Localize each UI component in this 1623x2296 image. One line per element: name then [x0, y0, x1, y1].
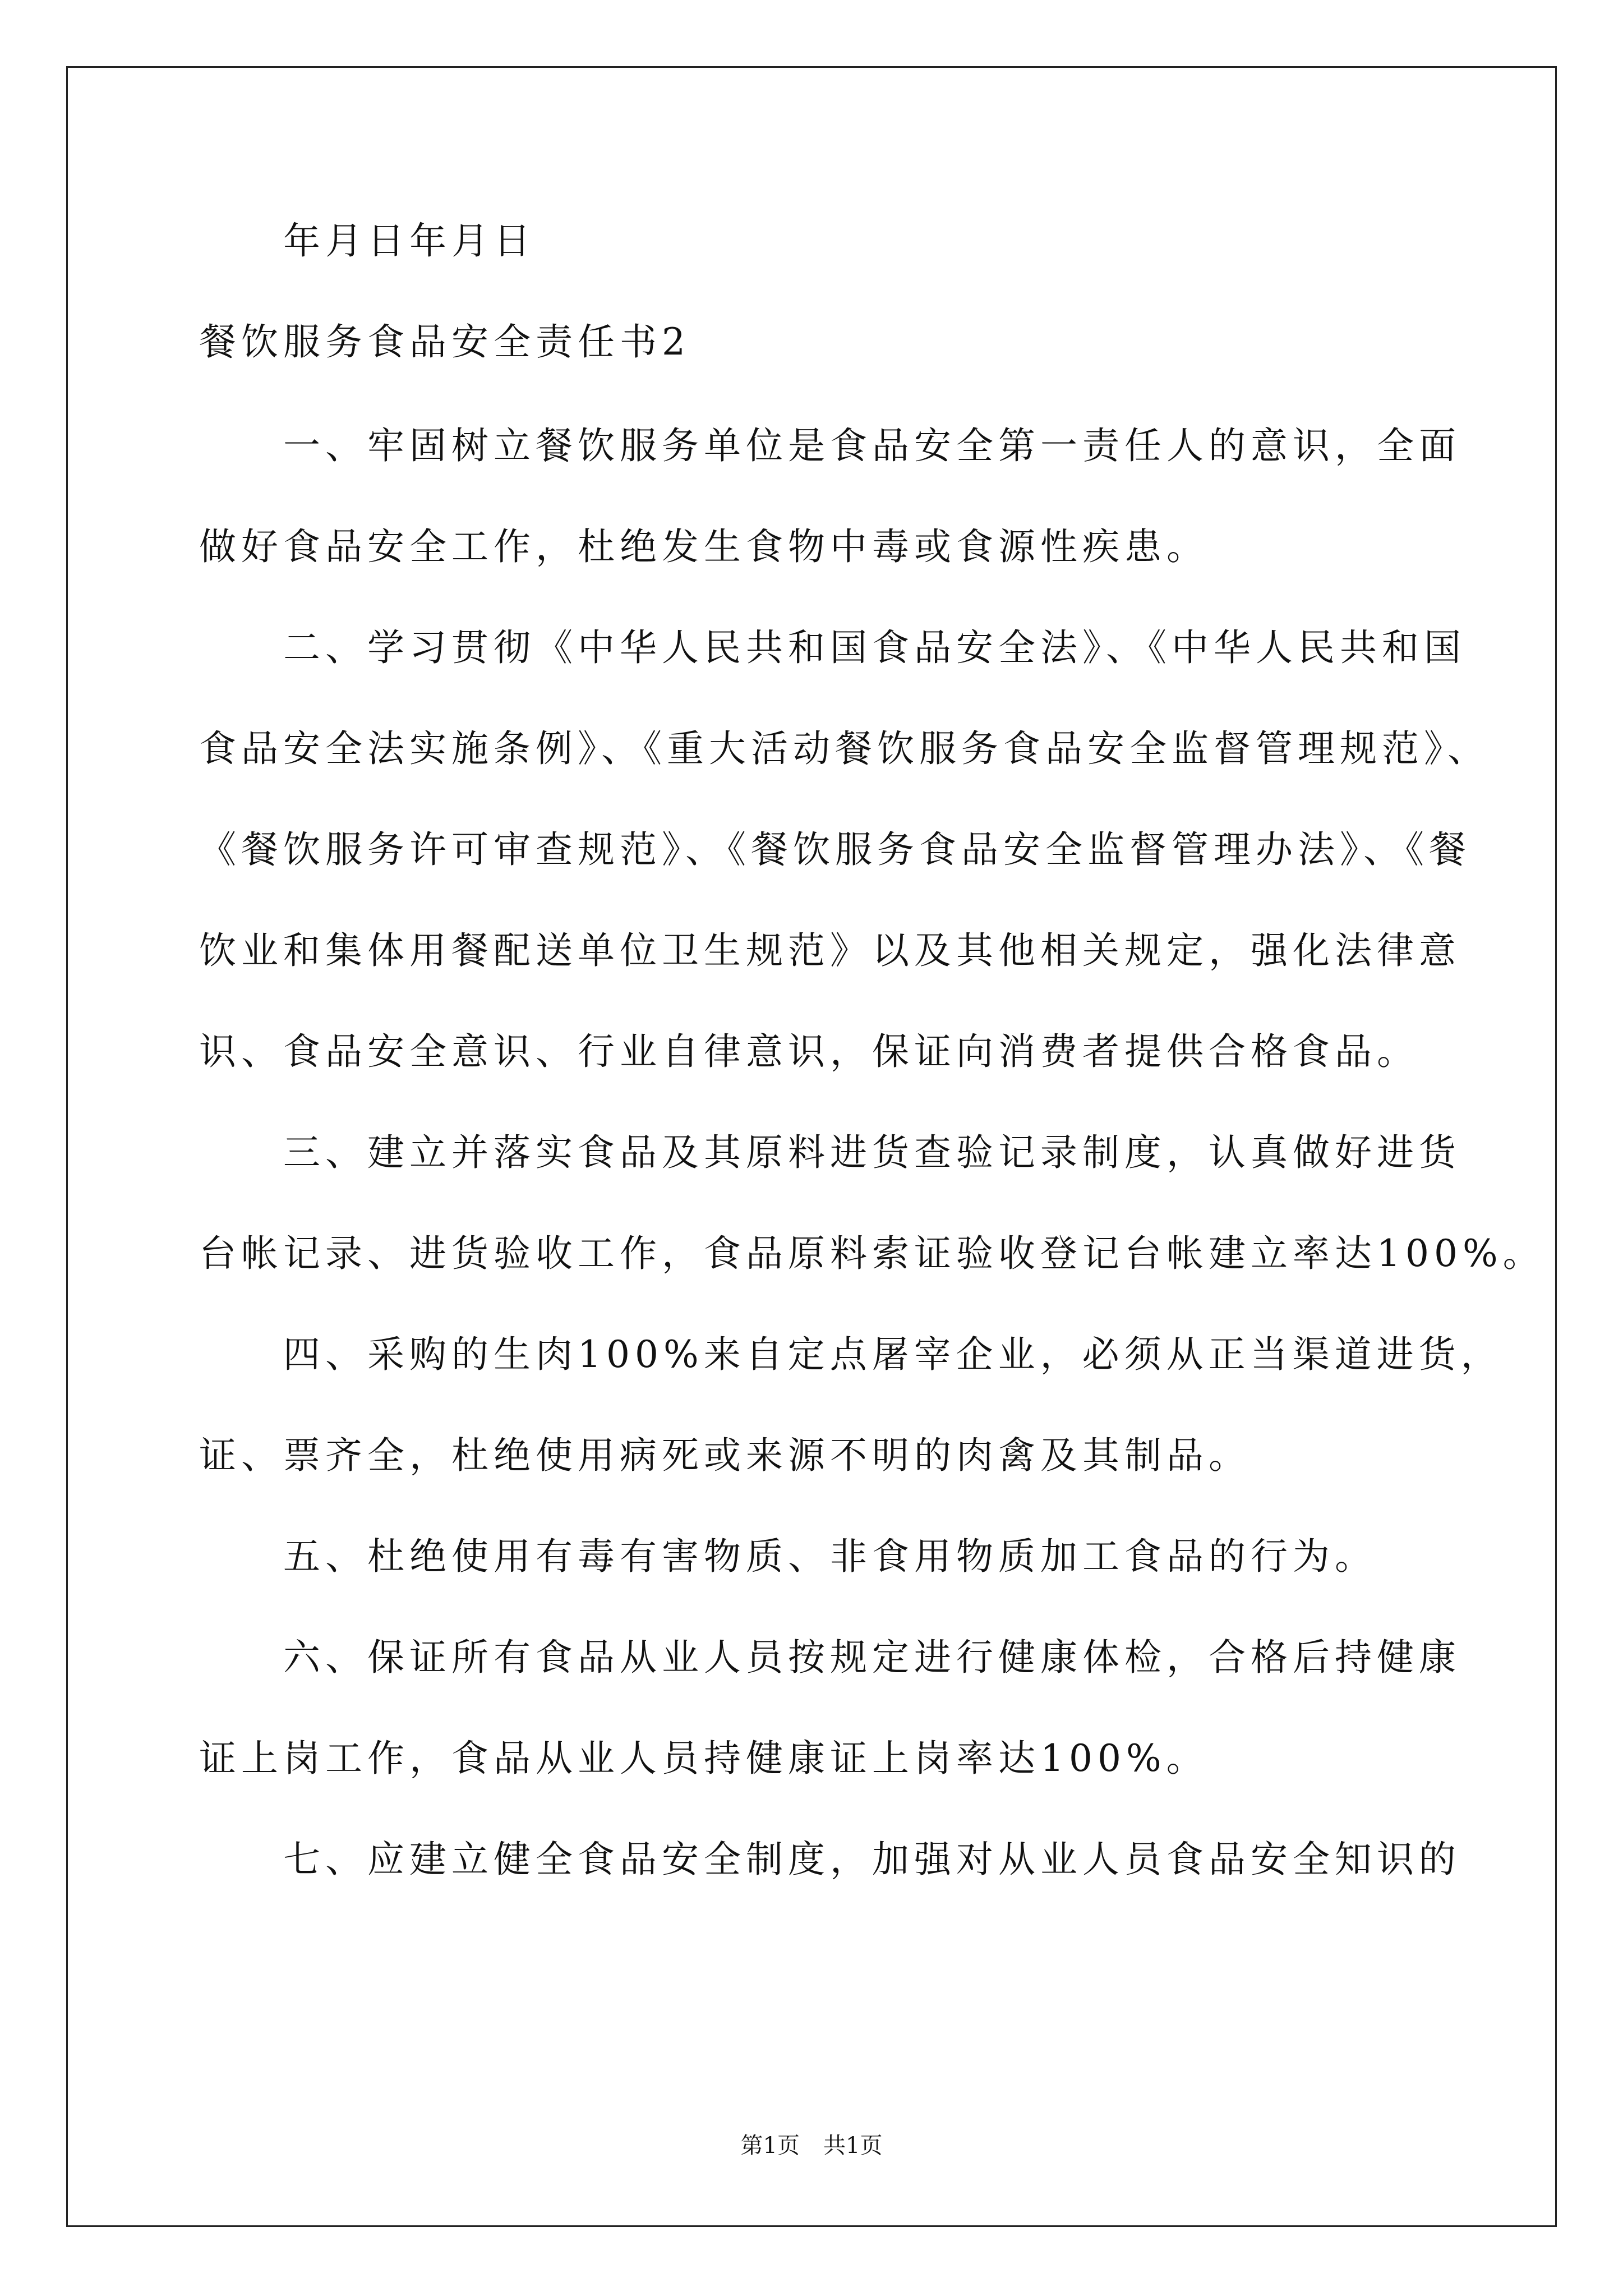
paragraph-line: 三、建立并落实食品及其原料进货查验记录制度，认真做好进货	[283, 1131, 1461, 1174]
paragraph-line: 食品安全法实施条例》、《重大活动餐饮服务食品安全监督管理规范》、	[199, 727, 1490, 770]
paragraph-line: 识、食品安全意识、行业自律意识，保证向消费者提供合格食品。	[199, 1030, 1419, 1073]
paragraph-line: 台帐记录、进货验收工作，食品原料索证验收登记台帐建立率达100%。	[199, 1232, 1545, 1275]
section-title: 餐饮服务食品安全责任书2	[199, 320, 690, 364]
paragraph-line: 饮业和集体用餐配送单位卫生规范》以及其他相关规定，强化法律意	[199, 929, 1461, 972]
paragraph-line: 四、采购的生肉100%来自定点屠宰企业，必须从正当渠道进货，	[283, 1333, 1503, 1376]
paragraph-line: 做好食品安全工作，杜绝发生食物中毒或食源性疾患。	[199, 525, 1209, 568]
paragraph-line: 证上岗工作，食品从业人员持健康证上岗率达100%。	[199, 1737, 1209, 1780]
date-line: 年月日年月日	[283, 219, 536, 263]
paragraph-line: 二、学习贯彻《中华人民共和国食品安全法》、《中华人民共和国	[283, 626, 1466, 669]
paragraph-line: 五、杜绝使用有毒有害物质、非食用物质加工食品的行为。	[283, 1535, 1377, 1578]
paragraph-line: 《餐饮服务许可审查规范》、《餐饮服务食品安全监督管理办法》、《餐	[199, 828, 1471, 871]
page-footer	[0, 2132, 1623, 2160]
paragraph-line: 七、应建立健全食品安全制度，加强对从业人员食品安全知识的	[283, 1838, 1461, 1881]
paragraph-line: 证、票齐全，杜绝使用病死或来源不明的肉禽及其制品。	[199, 1434, 1251, 1477]
paragraph-line: 六、保证所有食品从业人员按规定进行健康体检，合格后持健康	[283, 1636, 1461, 1679]
page-number: 第1页	[740, 2133, 800, 2159]
paragraph-line: 一、牢固树立餐饮服务单位是食品安全第一责任人的意识，全面	[283, 424, 1461, 467]
page-total: 共1页	[823, 2133, 883, 2159]
